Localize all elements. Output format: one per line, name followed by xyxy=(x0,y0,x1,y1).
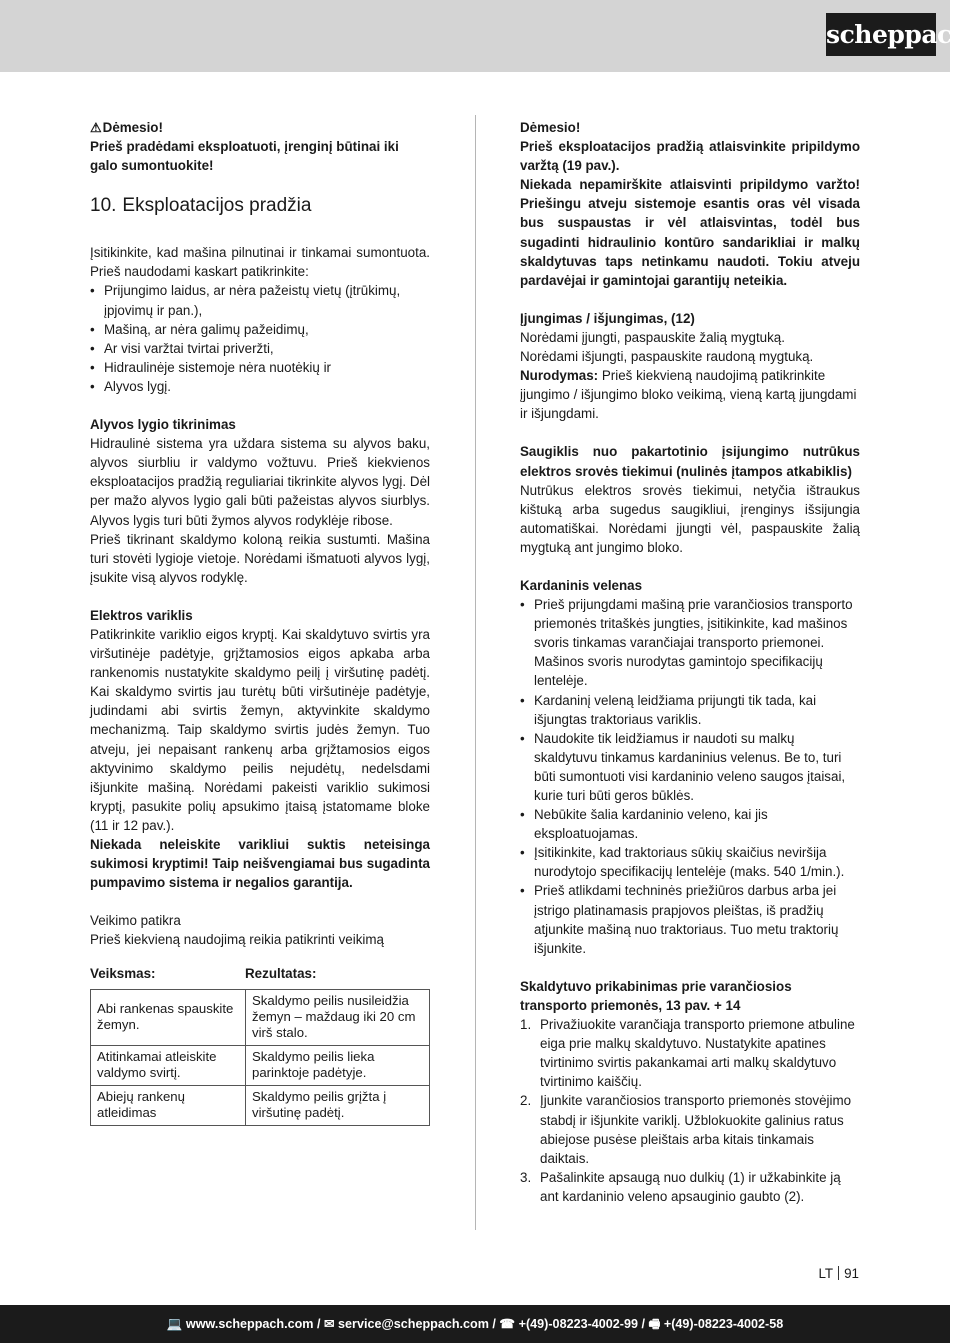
hitch-steps xyxy=(520,1015,860,1206)
list-item: • Naudokite tik leidžiamus ir naudoti su malkų skaldytuvu tinkamus kardaninius velenus. Be to, turi būti sumontuoti visi kardaninio veleno saugos įtaisai, kurie turi būti geros būklės. xyxy=(520,729,860,805)
column-divider xyxy=(475,115,476,1230)
list-item: • Kardaninį veleną leidžiama prijungti tik tada, kai išjungtas traktoriaus variklis. xyxy=(520,691,860,729)
list-item: 3. Pašalinkite apsaugą nuo dulkių (1) ir užkabinkite ją ant kardaninio veleno apsauginio gaubto (2). xyxy=(520,1169,841,1204)
column-header-action: Veiksmas: xyxy=(90,966,156,982)
note-label: Nurodymas: xyxy=(520,368,599,384)
note xyxy=(520,366,860,423)
page-number-value: 91 xyxy=(844,1266,859,1281)
hitch-heading: Skaldytuvo prikabinimas prie varančiosios transporto priemonės, 13 pav. + 14 xyxy=(520,978,792,1013)
list-item: • Prieš prijungdami mašiną prie varančiosios transporto priemonės tritaškės jungties, įsitikinkite, kad mašinos svoris tinkamas varančiajai transporto priemonei. Mašinos svoris nurodytas gamintojo specifikacijų lentelėje. xyxy=(520,595,860,690)
section-heading xyxy=(90,193,430,219)
note-text: Prieš kiekvieną naudojimą patikrinkite įjungimo / išjungimo bloko veikimą, vieną kartą įjungdami ir išjungdami. xyxy=(520,368,857,422)
table-cell-action: Abiejų rankenų atleidimas xyxy=(91,1085,246,1125)
switch-on-text: Norėdami įjungti, paspauskite žalią mygtuką. xyxy=(520,329,785,345)
scheppach-logo: scheppach xyxy=(826,13,936,56)
check-title: Veikimo patikra xyxy=(90,913,181,929)
warning-title: ⚠Dėmesio! xyxy=(90,120,163,135)
oil-text-1: Hidraulinė sistema yra uždara sistema su alyvos baku, alyvos siurbliu ir valdymo vožtuvu. Prieš kiekvienos eksploatacijos pradžią reguliariai tikrinkite alyvos lygį. Dėl per mažo alyvos lygio gali būti pažeistas alyvos siurblys. Alyvos lygis turi būti žymos alyvos rodyklėje ribose. xyxy=(90,436,430,528)
function-check-table xyxy=(90,989,430,1126)
list-item: • Alyvos lygį. xyxy=(90,377,430,396)
fuse-text: Nutrūkus elektros srovės tiekimui, netyčia ištraukus kištuką arba sugedus saugikliui, įrenginys išsijungia automatiškai. Norėdami įjungti vėl, paspauskite žalią mygtuką ant jungimo bloko. xyxy=(520,482,860,555)
left-column xyxy=(90,118,430,1126)
list-item: • Įsitikinkite, kad traktoriaus sūkių skaičius neviršija nurodytojo specifikacijų lentelėje (maks. 540 1/min.). xyxy=(520,843,860,881)
list-item: • Ar visi varžtai tvirtai priveržti, xyxy=(90,339,430,358)
list-item: 2. Įjunkite varančiosios transporto priemonės stovėjimo stabdį ir išjunkite variklį. Užblokuokite galinius ratus abiejose pusėse pleištais arba kitais tinkamais daiktais. xyxy=(520,1093,852,1166)
motor-heading: Elektros variklis xyxy=(90,607,193,623)
check-text: Prieš kiekvieną naudojimą reikia patikrinti veikimą xyxy=(90,932,384,948)
table-cell-result: Skaldymo peilis lieka parinktoje padėtyje. xyxy=(246,1045,430,1085)
warning-title: Dėmesio! xyxy=(520,120,581,135)
list-item: • Mašiną, ar nėra galimų pažeidimų, xyxy=(90,320,430,339)
list-item: • Nebūkite šalia kardaninio veleno, kai jis eksploatuojamas. xyxy=(520,805,860,843)
switch-off-text: Norėdami išjungti, paspauskite raudoną mygtuką. xyxy=(520,349,814,365)
section-title: Eksploatacijos pradžia xyxy=(122,195,312,217)
warning-icon: ⚠ xyxy=(90,120,102,135)
table-cell-result: Skaldymo peilis grįžta į viršutinę padėtį. xyxy=(246,1085,430,1125)
shaft-list xyxy=(520,595,860,958)
footer-contact-text: 💻 www.scheppach.com / ✉ service@scheppach.com / ☎ +(49)-08223-4002-99 / 🖷 +(49)-08223-4002-58 xyxy=(166,1317,784,1331)
page-header xyxy=(0,0,969,72)
list-item: • Hidraulinėje sistemoje nėra nuotėkių ir xyxy=(90,358,430,377)
oil-text-2: Prieš tikrinant skaldymo koloną reikia sustumti. Mašina turi stovėti lygioje vietoje. Norėdami išmatuoti alyvos lygį, įsukite visą alyvos rodyklę. xyxy=(90,531,430,585)
section-number: 10. xyxy=(90,195,117,217)
language-code: LT xyxy=(818,1266,834,1281)
checklist xyxy=(90,281,430,396)
table-row xyxy=(91,1085,430,1125)
list-item: 1. Privažiuokite varančiąja transporto priemone atbuline eiga prie malkų skaldytuvo. Nustatykite apatines tvirtinimo svirtis pakankamai arti malkų skaldytuvo tvirtinimo kaiščių. xyxy=(520,1017,855,1090)
intro-text: Įsitikinkite, kad mašina pilnutinai ir tinkamai sumontuota. Prieš naudodami kaskart patikrinkite: xyxy=(90,245,430,280)
warning-text: Prieš pradėdami eksploatuoti, įrenginį būtinai iki galo sumontuokite! xyxy=(90,139,399,174)
page-footer xyxy=(0,1305,950,1343)
right-column xyxy=(520,118,860,1206)
table-cell-action: Atitinkamai atleiskite valdymo svirtį. xyxy=(91,1045,246,1085)
oil-heading: Alyvos lygio tikrinimas xyxy=(90,417,236,433)
table-cell-result: Skaldymo peilis nusileidžia žemyn – maždaug iki 20 cm virš stalo. xyxy=(246,989,430,1045)
table-cell-action: Abi rankenas spauskite žemyn. xyxy=(91,989,246,1045)
fuse-heading: Saugiklis nuo pakartotinio įsijungimo nutrūkus elektros srovės tiekimui (nulinės įtampos atkabiklis) xyxy=(520,444,860,479)
motor-warning: Niekada neleiskite varikliui suktis neteisinga sukimosi kryptimi! Taip neišvengiamai bus sugadinta pumpavimo sistema ir negalios garantija. xyxy=(90,837,430,891)
table-header xyxy=(90,964,430,983)
table-row xyxy=(91,989,430,1045)
column-header-result: Rezultatas: xyxy=(245,966,317,982)
page-number xyxy=(818,1266,859,1281)
warning-text: Prieš eksploatacijos pradžią atlaisvinkite pripildymo varžtą (19 pav.). Niekada nepamirškite atlaisvinti pripildymo varžto! Priešingu atveju sistemoje esantis oras vėl visada bus suspaustas ir vėl atlaisvintas, todėl bus sugadinti hidraulinio kontūro sandarikliai ir malkų skaldytuvas taps netinkamu naudoti. Tokiu atveju pardavėjai ir gamintojai garantijų neteikia. xyxy=(520,139,860,288)
shaft-heading: Kardaninis velenas xyxy=(520,577,643,593)
table-row xyxy=(91,1045,430,1085)
motor-text: Patikrinkite variklio eigos kryptį. Kai skaldytuvo svirtis yra viršutinėje padėtyje, grįžtamosios eigos apkaba arba rankenomis nustatykite skaldymo peilį į viršutinę padėtį. Kai skaldymo svirtis jau turėtų būti viršutinėje padėtyje, judindami abi svirtis žemyn, aktyvinkite skaldymo mechanizmą. Taip skaldymo svirtis judės žemyn. Tuo atveju, jei nepaisant rankenų arba grįžtamosios eigos aktyvinimo skaldymo peilis nejudėtų, nedelsdami išjunkite mašiną. Norėdami pakeisti variklio sukimosi kryptį, pasukite polių apsukimo įtaisą įstatomame bloke (11 ir 12 pav.). xyxy=(90,626,430,833)
switch-heading: Įjungimas / išjungimas, (12) xyxy=(520,310,695,326)
list-item: • Prijungimo laidus, ar nėra pažeistų vietų (įtrūkimų, įpjovimų ir pan.), xyxy=(90,281,430,319)
list-item: • Prieš atlikdami techninės priežiūros darbus arba jei įstrigo platinamasis prapjovos pleištas, iš pradžių atjunkite mašiną nuo traktoriaus. Tuo metu traktorių išjunkite. xyxy=(520,881,860,957)
